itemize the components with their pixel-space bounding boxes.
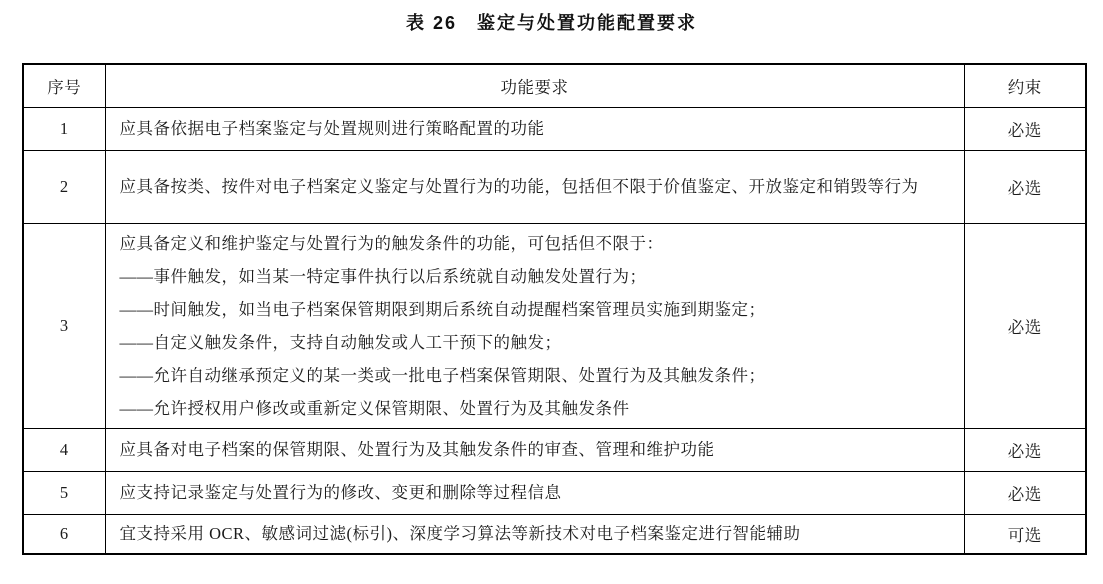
table-row-4 xyxy=(23,428,1086,471)
requirement-line: ——自定义触发条件，支持自动触发或人工干预下的触发； xyxy=(119,332,562,352)
requirement-line: ——允许授权用户修改或重新定义保管期限、处置行为及其触发条件 xyxy=(119,398,630,418)
requirement-cell: 应具备对电子档案的保管期限、处置行为及其触发条件的审查、管理和维护功能 xyxy=(105,428,964,471)
row-number-cell: 4 xyxy=(23,428,105,471)
table-caption: 表 26 鉴定与处置功能配置要求 xyxy=(405,13,698,33)
column-header-no: 序号 xyxy=(23,64,105,107)
requirement-line: 应具备定义和维护鉴定与处置行为的触发条件的功能，可包括但不限于： xyxy=(119,233,664,253)
table-row-5 xyxy=(23,471,1086,514)
constraint-cell: 必选 xyxy=(964,471,1086,514)
row-number-cell: 2 xyxy=(23,150,105,223)
row-number-cell: 6 xyxy=(23,514,105,554)
row-number-cell: 1 xyxy=(23,107,105,150)
constraint-cell: 必选 xyxy=(964,223,1086,428)
requirement-cell: 宜支持采用 OCR、敏感词过滤(标引)、深度学习算法等新技术对电子档案鉴定进行智能辅助 xyxy=(105,514,964,554)
requirement-line: ——时间触发，如当电子档案保管期限到期后系统自动提醒档案管理员实施到期鉴定； xyxy=(119,299,766,319)
requirement-line: ——事件触发，如当某一特定事件执行以后系统就自动触发处置行为； xyxy=(119,266,647,286)
constraint-cell: 必选 xyxy=(964,107,1086,150)
row-number-cell: 5 xyxy=(23,471,105,514)
requirement-line: ——允许自动继承预定义的某一类或一批电子档案保管期限、处置行为及其触发条件； xyxy=(119,365,766,385)
requirement-cell: 应支持记录鉴定与处置行为的修改、变更和删除等过程信息 xyxy=(105,471,964,514)
constraint-cell: 可选 xyxy=(964,514,1086,554)
column-header-constraint: 约束 xyxy=(964,64,1086,107)
table-row-3 xyxy=(23,223,1086,428)
document-page xyxy=(0,9,1103,584)
constraint-cell: 必选 xyxy=(964,428,1086,471)
requirement-cell xyxy=(105,223,964,428)
header-row xyxy=(23,64,1086,107)
requirements-table xyxy=(22,63,1087,555)
table-row-1 xyxy=(23,107,1086,150)
column-header-requirement: 功能要求 xyxy=(105,64,964,107)
requirement-cell: 应具备按类、按件对电子档案定义鉴定与处置行为的功能，包括但不限于价值鉴定、开放鉴定和销毁等行为 xyxy=(105,150,964,223)
table-row-2 xyxy=(23,150,1086,223)
table-row-6 xyxy=(23,514,1086,554)
row-number-cell: 3 xyxy=(23,223,105,428)
constraint-cell: 必选 xyxy=(964,150,1086,223)
requirement-cell: 应具备依据电子档案鉴定与处置规则进行策略配置的功能 xyxy=(105,107,964,150)
